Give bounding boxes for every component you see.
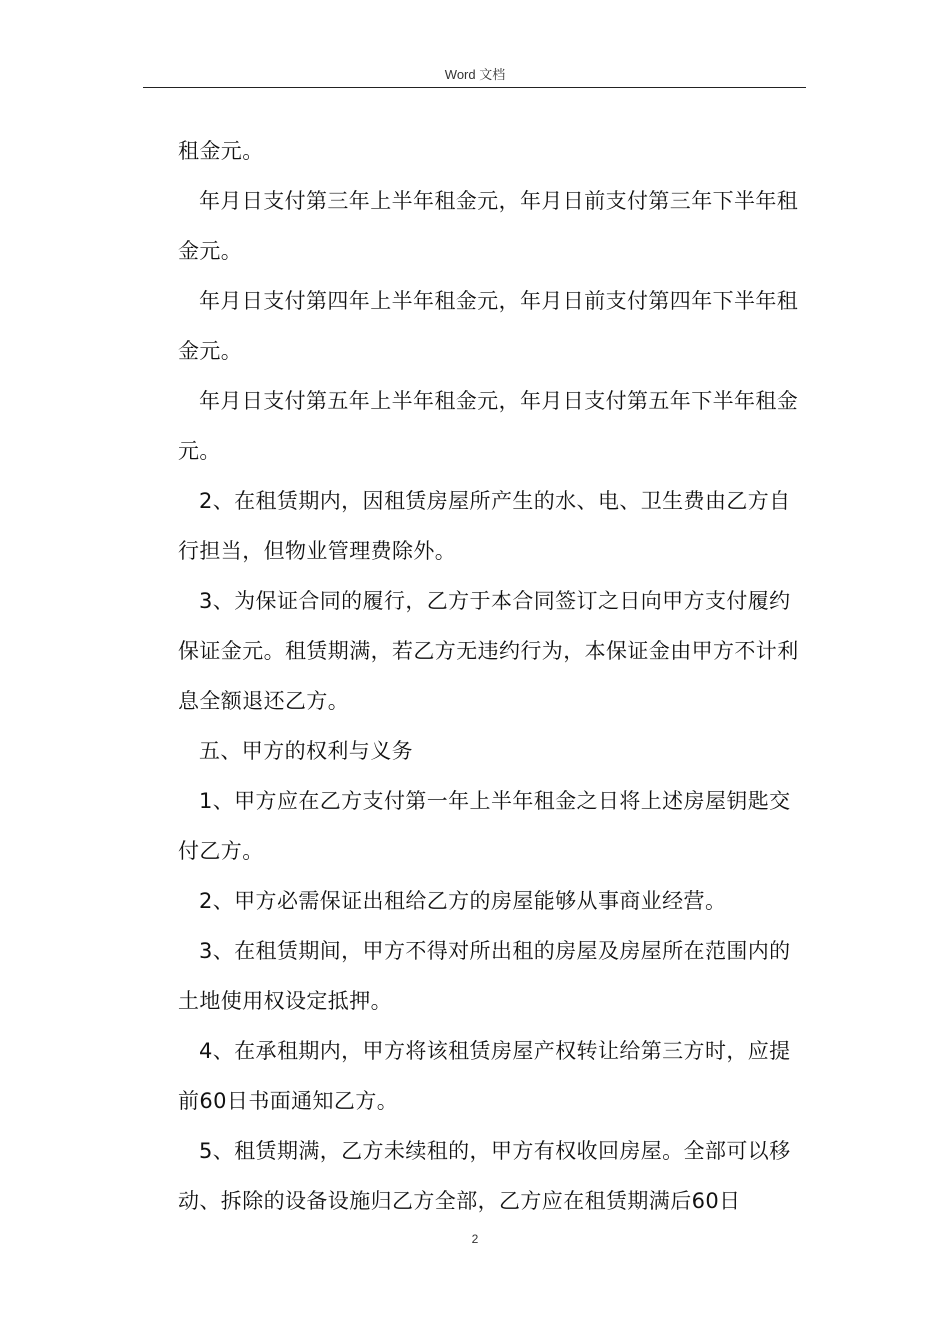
paragraph: 2、在租赁期内，因租赁房屋所产生的水、电、卫生费由乙方自行担当，但物业管理费除外。	[178, 489, 791, 563]
paragraph: 2、甲方必需保证出租给乙方的房屋能够从事商业经营。	[199, 889, 727, 913]
paragraph: 3、为保证合同的履行，乙方于本合同签订之日向甲方支付履约保证金元。租赁期满，若乙方无违约行为，本保证金由甲方不计利息全额退还乙方。	[178, 589, 799, 713]
paragraph: 年月日支付第四年上半年租金元，年月日前支付第四年下半年租金元。	[178, 289, 799, 363]
paragraph: 4、在承租期内，甲方将该租赁房屋产权转让给第三方时，应提前60日书面通知乙方。	[178, 1039, 791, 1113]
document-body	[178, 126, 804, 1226]
paragraph: 年月日支付第五年上半年租金元，年月日支付第五年下半年租金元。	[178, 389, 799, 463]
page-number: 2	[471, 1232, 479, 1246]
paragraph: 租金元。	[178, 139, 264, 163]
paragraph: 1、甲方应在乙方支付第一年上半年租金之日将上述房屋钥匙交付乙方。	[178, 789, 791, 863]
paragraph: 3、在租赁期间，甲方不得对所出租的房屋及房屋所在范围内的土地使用权设定抵押。	[178, 939, 791, 1013]
section-heading: 五、甲方的权利与义务	[199, 739, 413, 763]
header-divider	[143, 87, 806, 88]
paragraph: 年月日支付第三年上半年租金元，年月日前支付第三年下半年租金元。	[178, 189, 799, 263]
page-header-title: Word 文档	[444, 67, 506, 82]
paragraph: 5、租赁期满，乙方未续租的，甲方有权收回房屋。全部可以移动、拆除的设备设施归乙方全部，乙方应在租赁期满后60日	[178, 1139, 791, 1213]
